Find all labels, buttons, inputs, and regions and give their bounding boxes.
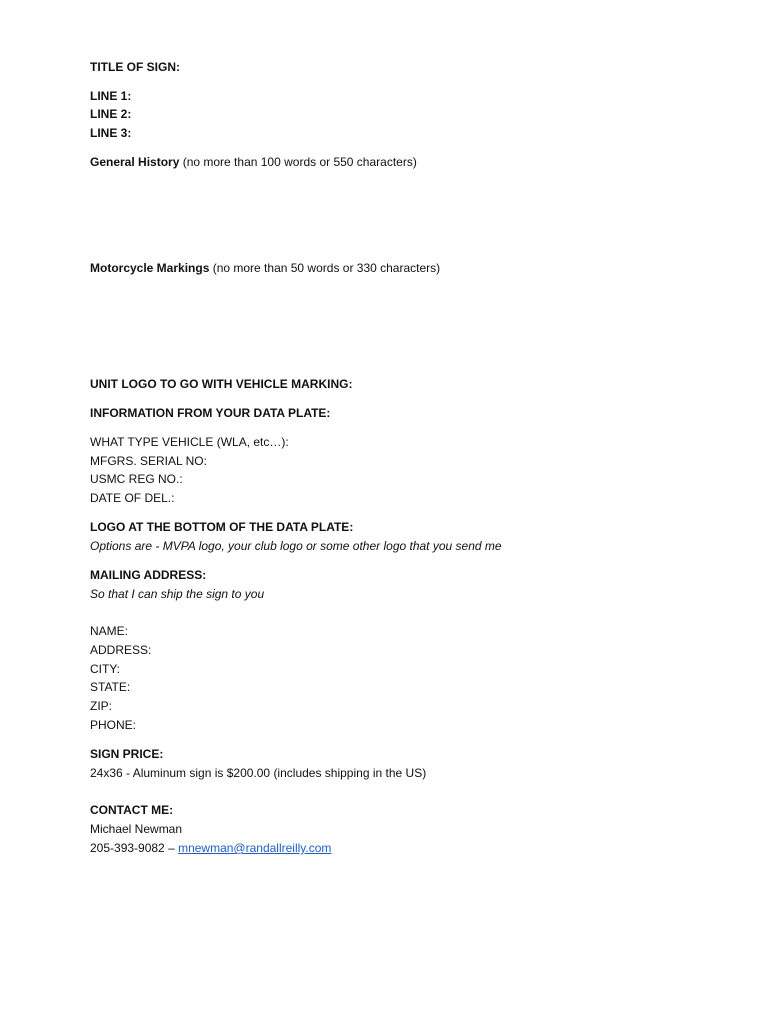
vehicle-type-field: WHAT TYPE VEHICLE (WLA, etc…): — [90, 435, 289, 449]
phone-field: PHONE: — [90, 718, 137, 732]
motorcycle-markings-label: Motorcycle Markings — [90, 261, 210, 275]
mailing-address-heading: MAILING ADDRESS: — [90, 568, 207, 582]
motorcycle-markings-note: (no more than 50 words or 330 characters) — [209, 261, 441, 275]
contact-email-link[interactable]: mnewman@randallreilly.com — [178, 841, 332, 855]
zip-field: ZIP: — [90, 699, 113, 713]
date-of-delivery-field: DATE OF DEL.: — [90, 491, 175, 505]
general-history-row — [90, 155, 417, 170]
contact-phone-row — [90, 841, 331, 856]
usmc-reg-field: USMC REG NO.: — [90, 472, 183, 486]
general-history-note: (no more than 100 words or 550 characters) — [179, 155, 417, 169]
contact-heading: CONTACT ME: — [90, 803, 174, 817]
unit-logo-heading: UNIT LOGO TO GO WITH VEHICLE MARKING: — [90, 377, 353, 391]
logo-bottom-note: Options are - MVPA logo, your club logo or some other logo that you send me — [90, 539, 502, 553]
title-of-sign-label: TITLE OF SIGN: — [90, 60, 180, 74]
address-field: ADDRESS: — [90, 643, 152, 657]
general-history-label: General History — [90, 155, 180, 169]
sign-price-text: 24x36 - Aluminum sign is $200.00 (includes shipping in the US) — [90, 766, 427, 780]
contact-name: Michael Newman — [90, 822, 183, 836]
state-field: STATE: — [90, 680, 131, 694]
motorcycle-markings-row — [90, 261, 440, 276]
line-1-label: LINE 1: — [90, 89, 132, 103]
data-plate-heading: INFORMATION FROM YOUR DATA PLATE: — [90, 406, 331, 420]
line-2-label: LINE 2: — [90, 107, 132, 121]
contact-phone: 205-393-9082 – — [90, 841, 179, 855]
logo-bottom-heading: LOGO AT THE BOTTOM OF THE DATA PLATE: — [90, 520, 354, 534]
sign-price-heading: SIGN PRICE: — [90, 747, 164, 761]
city-field: CITY: — [90, 662, 121, 676]
name-field: NAME: — [90, 624, 129, 638]
line-3-label: LINE 3: — [90, 126, 132, 140]
mailing-address-note: So that I can ship the sign to you — [90, 587, 265, 601]
serial-number-field: MFGRS. SERIAL NO: — [90, 454, 207, 468]
